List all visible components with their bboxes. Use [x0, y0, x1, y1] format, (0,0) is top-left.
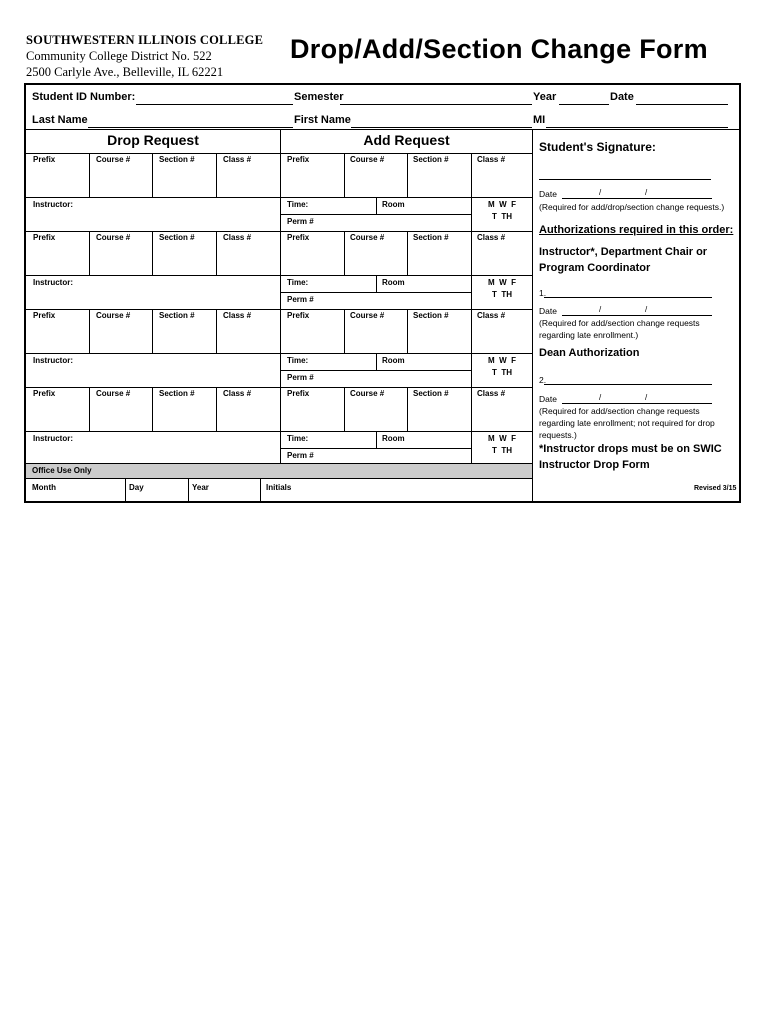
add-time-label: Time: [287, 278, 309, 287]
office-divider [125, 478, 126, 502]
date-slash: / [645, 305, 648, 314]
add-time-label: Time: [287, 434, 309, 443]
drop-instructor-label: Instructor: [33, 278, 73, 287]
drop-instructor-label: Instructor: [33, 200, 73, 209]
instructor-date-field[interactable] [562, 315, 712, 316]
add-prefix-label: Prefix [287, 233, 310, 242]
add-days-tth: T TH [492, 368, 512, 377]
first-name-field[interactable] [351, 127, 532, 128]
drop-request-title: Drop Request [107, 132, 199, 148]
drop-prefix-label: Prefix [33, 389, 56, 398]
add-perm-label: Perm # [287, 373, 314, 382]
office-initials-label: Initials [266, 483, 292, 492]
add-course-label: Course # [350, 311, 385, 320]
student-id-label: Student ID Number: [32, 91, 136, 103]
office-day-label: Day [129, 483, 144, 492]
drop-instructor-label: Instructor: [33, 434, 73, 443]
add-class-label: Class # [477, 311, 506, 320]
add-perm-label: Perm # [287, 217, 314, 226]
add-days-mwf: M W F [488, 278, 516, 287]
date-slash: / [599, 188, 602, 197]
add-prefix-label: Prefix [287, 389, 310, 398]
add-prefix-label: Prefix [287, 311, 310, 320]
drop-prefix-label: Prefix [33, 155, 56, 164]
add-section-label: Section # [413, 233, 449, 242]
dean-date-label: Date [539, 394, 557, 404]
mi-field[interactable] [546, 127, 728, 128]
dean-signature-field[interactable] [544, 384, 712, 385]
college-name: SOUTHWESTERN ILLINOIS COLLEGE [26, 33, 264, 47]
add-course-label: Course # [350, 389, 385, 398]
instructor-auth-note: (Required for add/section change requests regarding late enrollment.) [539, 318, 700, 340]
add-perm-label: Perm # [287, 451, 314, 460]
year-label: Year [533, 91, 557, 103]
year-field[interactable] [559, 104, 609, 105]
drop-course-label: Course # [96, 389, 131, 398]
add-room-label: Room [382, 200, 405, 209]
signature-date-field[interactable] [562, 198, 712, 199]
revised-date: Revised 3/15 [694, 485, 737, 492]
add-room-label: Room [382, 356, 405, 365]
add-days-tth: T TH [492, 446, 512, 455]
add-course-label: Course # [350, 155, 385, 164]
student-signature-field[interactable] [539, 179, 711, 180]
last-name-field[interactable] [88, 127, 293, 128]
add-time-label: Time: [287, 356, 309, 365]
add-perm-label: Perm # [287, 295, 314, 304]
auth-line-1-label: 1. [539, 288, 547, 298]
add-section-label: Section # [413, 389, 449, 398]
date-field[interactable] [636, 104, 728, 105]
add-days-mwf: M W F [488, 434, 516, 443]
add-class-label: Class # [477, 233, 506, 242]
add-section-label: Section # [413, 155, 449, 164]
office-year-label: Year [192, 483, 209, 492]
add-days-mwf: M W F [488, 200, 516, 209]
add-class-label: Class # [477, 155, 506, 164]
add-days-tth: T TH [492, 290, 512, 299]
drop-section-label: Section # [159, 233, 195, 242]
auth-line-2-label: 2. [539, 375, 547, 385]
add-section-label: Section # [413, 311, 449, 320]
instructor-auth-label: Instructor*, Department Chair or Program Coordinator [539, 246, 708, 274]
instructor-date-label: Date [539, 306, 557, 316]
last-name-label: Last Name [32, 114, 88, 126]
date-slash: / [645, 393, 648, 402]
drop-section-label: Section # [159, 389, 195, 398]
drop-course-label: Course # [96, 155, 131, 164]
office-divider [260, 478, 261, 502]
add-request-title: Add Request [363, 132, 450, 148]
drop-prefix-label: Prefix [33, 233, 56, 242]
add-days-mwf: M W F [488, 356, 516, 365]
mi-label: MI [533, 114, 546, 126]
dean-date-field[interactable] [562, 403, 712, 404]
auth-heading: Authorizations required in this order: [539, 224, 734, 236]
semester-label: Semester [294, 91, 344, 103]
date-slash: / [599, 393, 602, 402]
office-use-bar [26, 463, 532, 479]
add-course-label: Course # [350, 233, 385, 242]
drop-class-label: Class # [223, 233, 252, 242]
drop-class-label: Class # [223, 155, 252, 164]
instructor-drop-footnote: *Instructor drops must be on SWIC Instructor Drop Form [539, 443, 722, 471]
dean-auth-label: Dean Authorization [539, 347, 640, 359]
student-signature-label: Student's Signature: [539, 140, 656, 154]
first-name-label: First Name [294, 114, 351, 126]
drop-section-label: Section # [159, 311, 195, 320]
office-divider [188, 478, 189, 502]
student-id-field[interactable] [136, 104, 293, 105]
college-district: Community College District No. 522 [26, 49, 212, 63]
date-slash: / [645, 188, 648, 197]
drop-course-label: Course # [96, 311, 131, 320]
add-time-label: Time: [287, 200, 309, 209]
drop-prefix-label: Prefix [33, 311, 56, 320]
signature-date-label: Date [539, 189, 557, 199]
date-slash: / [599, 305, 602, 314]
add-class-label: Class # [477, 389, 506, 398]
instructor-signature-field[interactable] [544, 297, 712, 298]
college-address: 2500 Carlyle Ave., Belleville, IL 62221 [26, 65, 224, 79]
date-label: Date [610, 91, 634, 103]
semester-field[interactable] [340, 104, 532, 105]
student-sig-note: (Required for add/drop/section change requests.) [539, 202, 725, 212]
add-room-label: Room [382, 278, 405, 287]
drop-instructor-label: Instructor: [33, 356, 73, 365]
dean-auth-note: (Required for add/section change requests regarding late enrollment; not required for drop requests.) [539, 406, 715, 440]
drop-course-label: Course # [96, 233, 131, 242]
office-use-label: Office Use Only [32, 466, 92, 475]
office-month-label: Month [32, 483, 56, 492]
drop-add-form [24, 83, 741, 503]
add-days-tth: T TH [492, 212, 512, 221]
drop-class-label: Class # [223, 311, 252, 320]
add-room-label: Room [382, 434, 405, 443]
form-title: Drop/Add/Section Change Form [290, 34, 708, 64]
drop-section-label: Section # [159, 155, 195, 164]
drop-class-label: Class # [223, 389, 252, 398]
add-prefix-label: Prefix [287, 155, 310, 164]
